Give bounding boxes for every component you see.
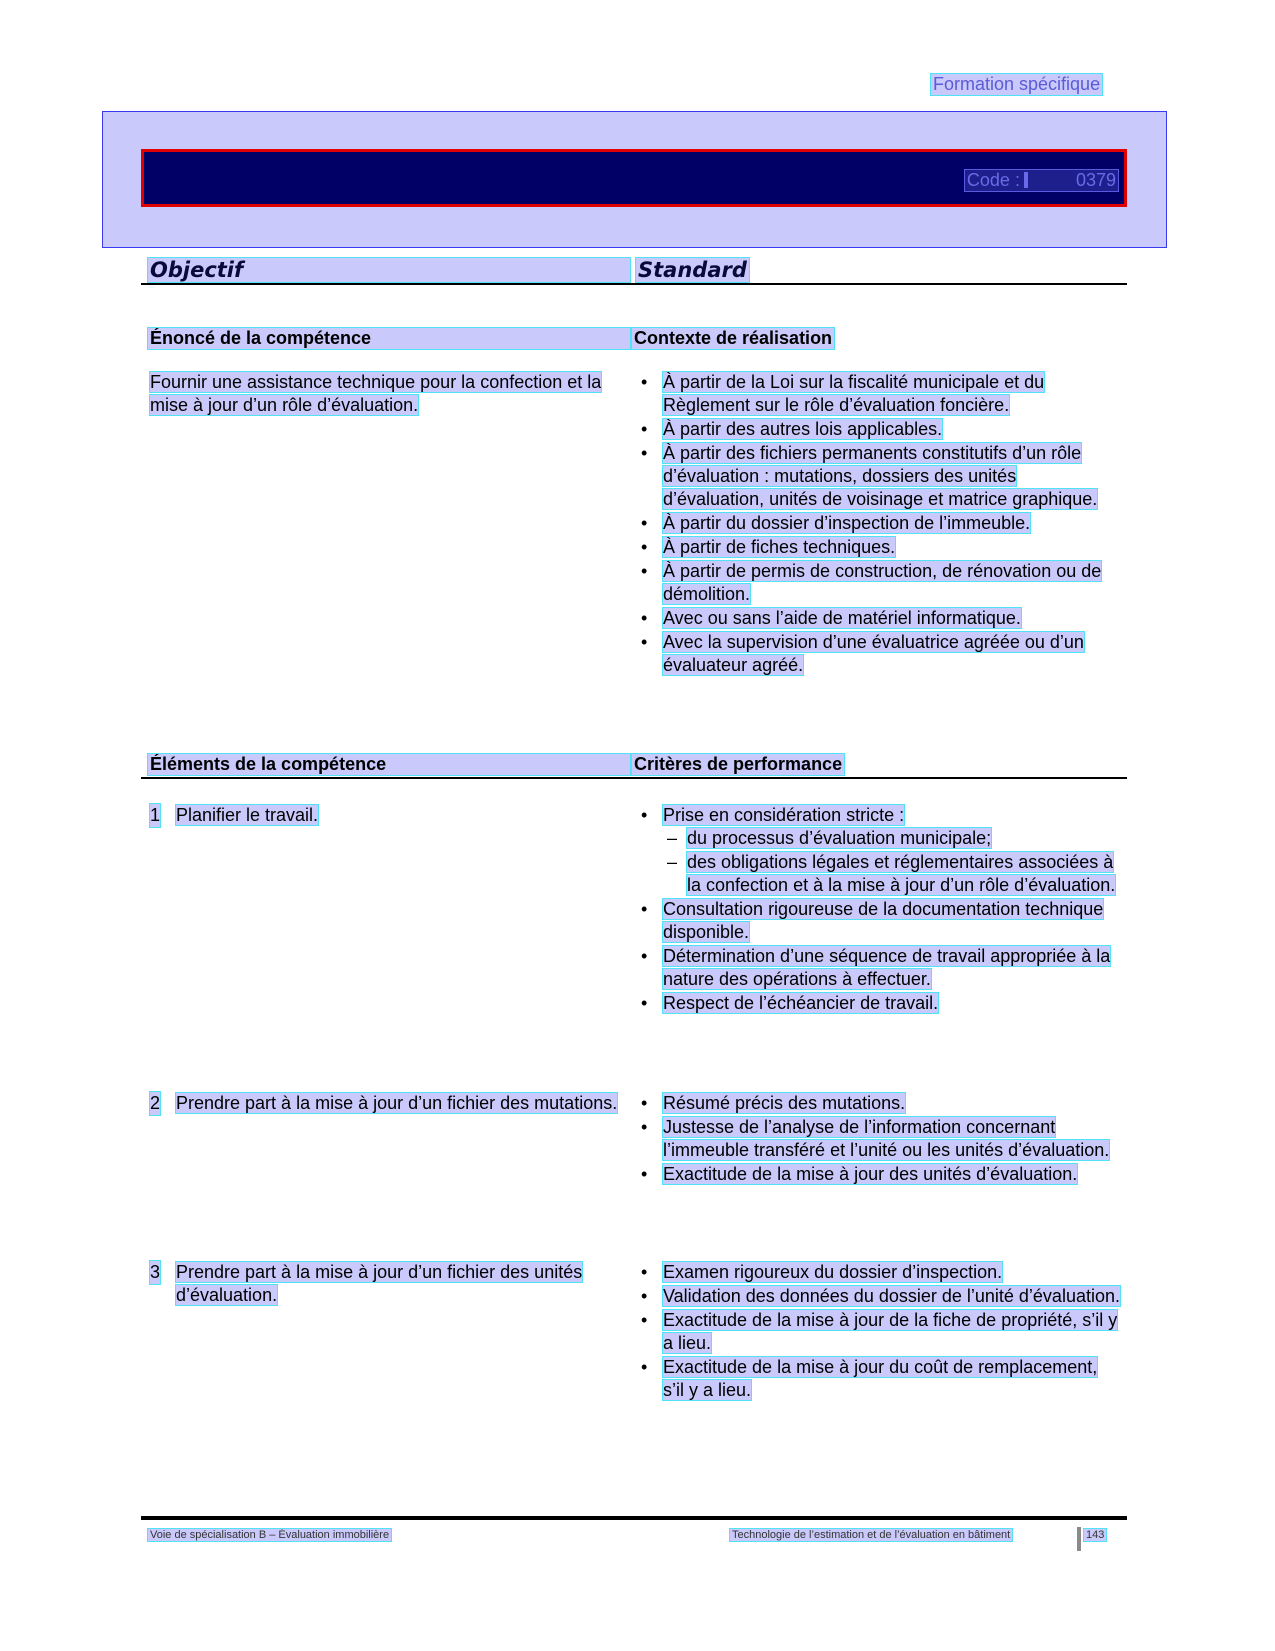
criterion-subitem	[663, 851, 1121, 897]
objective-title: Objectif	[148, 258, 630, 282]
criterion-item	[641, 992, 1121, 1015]
criterion-item	[641, 1285, 1121, 1308]
criteria-list	[641, 804, 1121, 1016]
context-item-text: À partir des fichiers permanents constitutifs d’un rôle d’évaluation : mutations, dossiers des unités d’évaluation, unités de voisinage et matrice graphique.	[663, 443, 1098, 509]
criterion-item-text: Exactitude de la mise à jour des unités d’évaluation.	[663, 1164, 1078, 1184]
title-banner	[141, 149, 1127, 207]
element-text: Planifier le travail.	[176, 805, 319, 825]
criterion-item	[641, 1309, 1121, 1355]
context-item-text: À partir des autres lois applicables.	[663, 419, 943, 439]
criterion-item	[641, 1261, 1121, 1284]
criterion-item-text: Respect de l’échéancier de travail.	[663, 993, 939, 1013]
criteria-heading: Critères de performance	[634, 754, 843, 774]
criterion-item-text: Validation des données du dossier de l’unité d’évaluation.	[663, 1286, 1120, 1306]
section-rule	[141, 777, 1127, 779]
footer-separator	[1077, 1527, 1081, 1551]
criterion-item	[641, 1092, 1121, 1115]
criterion-item	[641, 1163, 1121, 1186]
competence-element	[150, 1261, 636, 1307]
criterion-item-text: Résumé précis des mutations.	[663, 1093, 906, 1113]
context-item-text: À partir de fiches techniques.	[663, 537, 896, 557]
criterion-subitem	[663, 827, 1121, 850]
criterion-item-text: Exactitude de la mise à jour de la fiche de propriété, s’il y a lieu.	[663, 1310, 1118, 1353]
criteria-list	[641, 1261, 1121, 1403]
context-item-text: À partir du dossier d’inspection de l’immeuble.	[663, 513, 1031, 533]
context-list	[641, 371, 1121, 678]
context-item-text: À partir de la Loi sur la fiscalité municipale et du Règlement sur le rôle d’évaluation foncière.	[663, 372, 1045, 415]
context-item	[641, 560, 1121, 606]
elements-heading: Éléments de la compétence	[148, 754, 630, 775]
criterion-item-text: Prise en considération stricte :	[663, 805, 905, 825]
code-separator	[1024, 172, 1028, 188]
code-label: Code :	[966, 170, 1020, 190]
element-text: Prendre part à la mise à jour d’un fichier des mutations.	[176, 1093, 618, 1113]
context-item	[641, 536, 1121, 559]
competence-statement-text: Fournir une assistance technique pour la confection et la mise à jour d’un rôle d’évaluation.	[150, 372, 602, 415]
context-item-text: À partir de permis de construction, de rénovation ou de démolition.	[663, 561, 1102, 604]
competence-statement	[150, 371, 636, 417]
code-field	[965, 170, 1118, 191]
criteria-list	[641, 1092, 1121, 1187]
footer-right: Technologie de l’estimation et de l’évaluation en bâtiment	[732, 1529, 1011, 1541]
footer-left: Voie de spécialisation B – Évaluation immobilière	[150, 1529, 390, 1541]
context-heading: Contexte de réalisation	[634, 328, 833, 348]
criterion-sublist	[663, 827, 1121, 897]
criterion-item-text: Justesse de l’analyse de l’information concernant l’immeuble transféré et l’unité ou les unités d’évaluation.	[663, 1117, 1110, 1160]
criterion-subitem-text: des obligations légales et réglementaires associées à la confection et à la mise à jour d’un rôle d’évaluation.	[687, 852, 1116, 895]
element-text: Prendre part à la mise à jour d’un fichier des unités d’évaluation.	[176, 1262, 583, 1305]
context-item	[641, 371, 1121, 417]
criterion-item	[641, 804, 1121, 897]
criterion-subitem-text: du processus d’évaluation municipale;	[687, 828, 992, 848]
criterion-item-text: Exactitude de la mise à jour du coût de remplacement, s’il y a lieu.	[663, 1357, 1098, 1400]
criterion-item-text: Détermination d’une séquence de travail appropriée à la nature des opérations à effectuer.	[663, 946, 1111, 989]
criterion-item-text: Consultation rigoureuse de la documentation technique disponible.	[663, 899, 1104, 942]
context-item	[641, 631, 1121, 677]
context-item	[641, 512, 1121, 535]
criterion-item	[641, 1356, 1121, 1402]
criterion-item	[641, 945, 1121, 991]
standard-title: Standard	[638, 258, 747, 282]
program-label: Formation spécifique	[933, 74, 1101, 94]
context-item	[641, 418, 1121, 441]
criterion-item-text: Examen rigoureux du dossier d’inspection.	[663, 1262, 1003, 1282]
competence-statement-heading: Énoncé de la compétence	[148, 328, 630, 349]
element-number: 3	[150, 1262, 161, 1282]
title-rule	[141, 283, 1127, 285]
element-number: 1	[150, 805, 161, 825]
page-number: 143	[1086, 1529, 1105, 1541]
criterion-item	[641, 1116, 1121, 1162]
context-item	[641, 442, 1121, 511]
criterion-item	[641, 898, 1121, 944]
footer-rule	[141, 1516, 1127, 1520]
competence-element	[150, 804, 636, 827]
context-item-text: Avec ou sans l’aide de matériel informatique.	[663, 608, 1021, 628]
context-item-text: Avec la supervision d’une évaluatrice agréée ou d’un évaluateur agréé.	[663, 632, 1084, 675]
code-value: 0379	[1075, 170, 1116, 190]
context-item	[641, 607, 1121, 630]
competence-element	[150, 1092, 636, 1115]
element-number: 2	[150, 1093, 161, 1113]
